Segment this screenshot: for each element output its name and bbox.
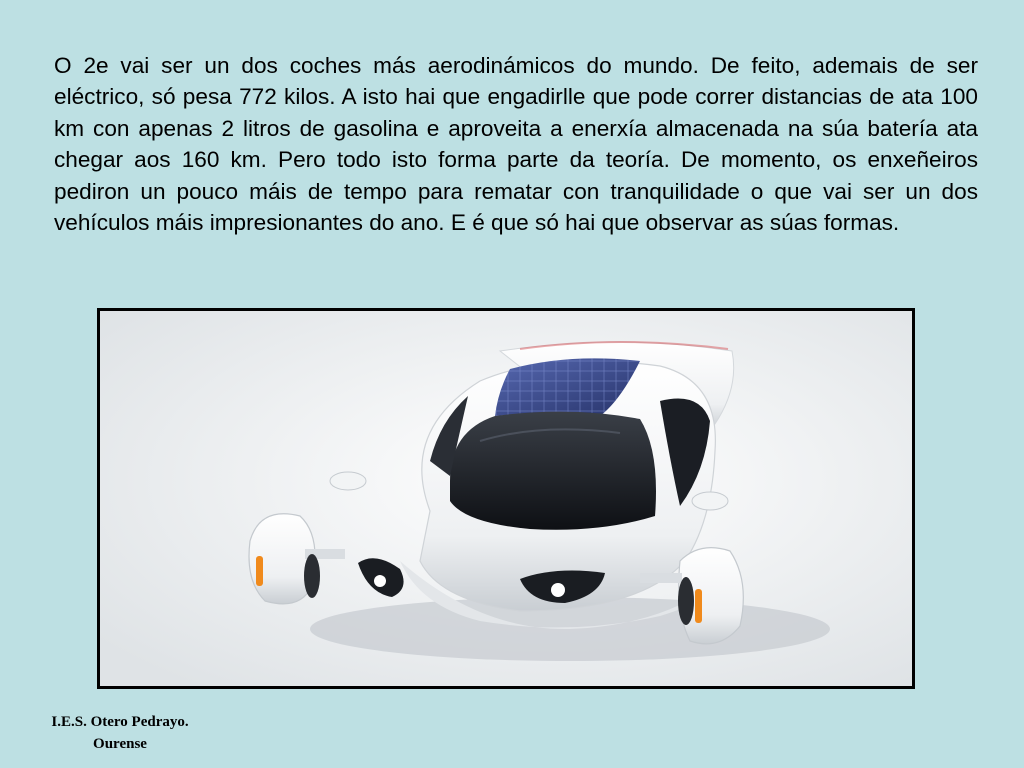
slide-paragraph: O 2e vai ser un dos coches más aerodinámicos do mundo. De feito, ademais de ser eléctrico, só pesa 772 kilos. A isto hai que engadirlle que pode correr distancias de ata 100 km con apenas 2 litros de gasolina e aproveita a enerxía almacenada na súa batería ata chegar aos 160 km. Pero todo isto forma parte da teoría. De momento, os enxeñeiros pediron un pouco máis de tempo para rematar con tranquilidade o que vai ser un dos vehículos máis impresionantes do ano. E é que só hai que observar as súas formas. <box>54 53 978 236</box>
car-illustration <box>100 311 912 686</box>
car-photo <box>97 308 915 689</box>
footer-school-name: I.E.S. Otero Pedrayo. <box>51 714 189 730</box>
school-footer <box>38 711 202 755</box>
footer-city: Ourense <box>93 736 147 752</box>
